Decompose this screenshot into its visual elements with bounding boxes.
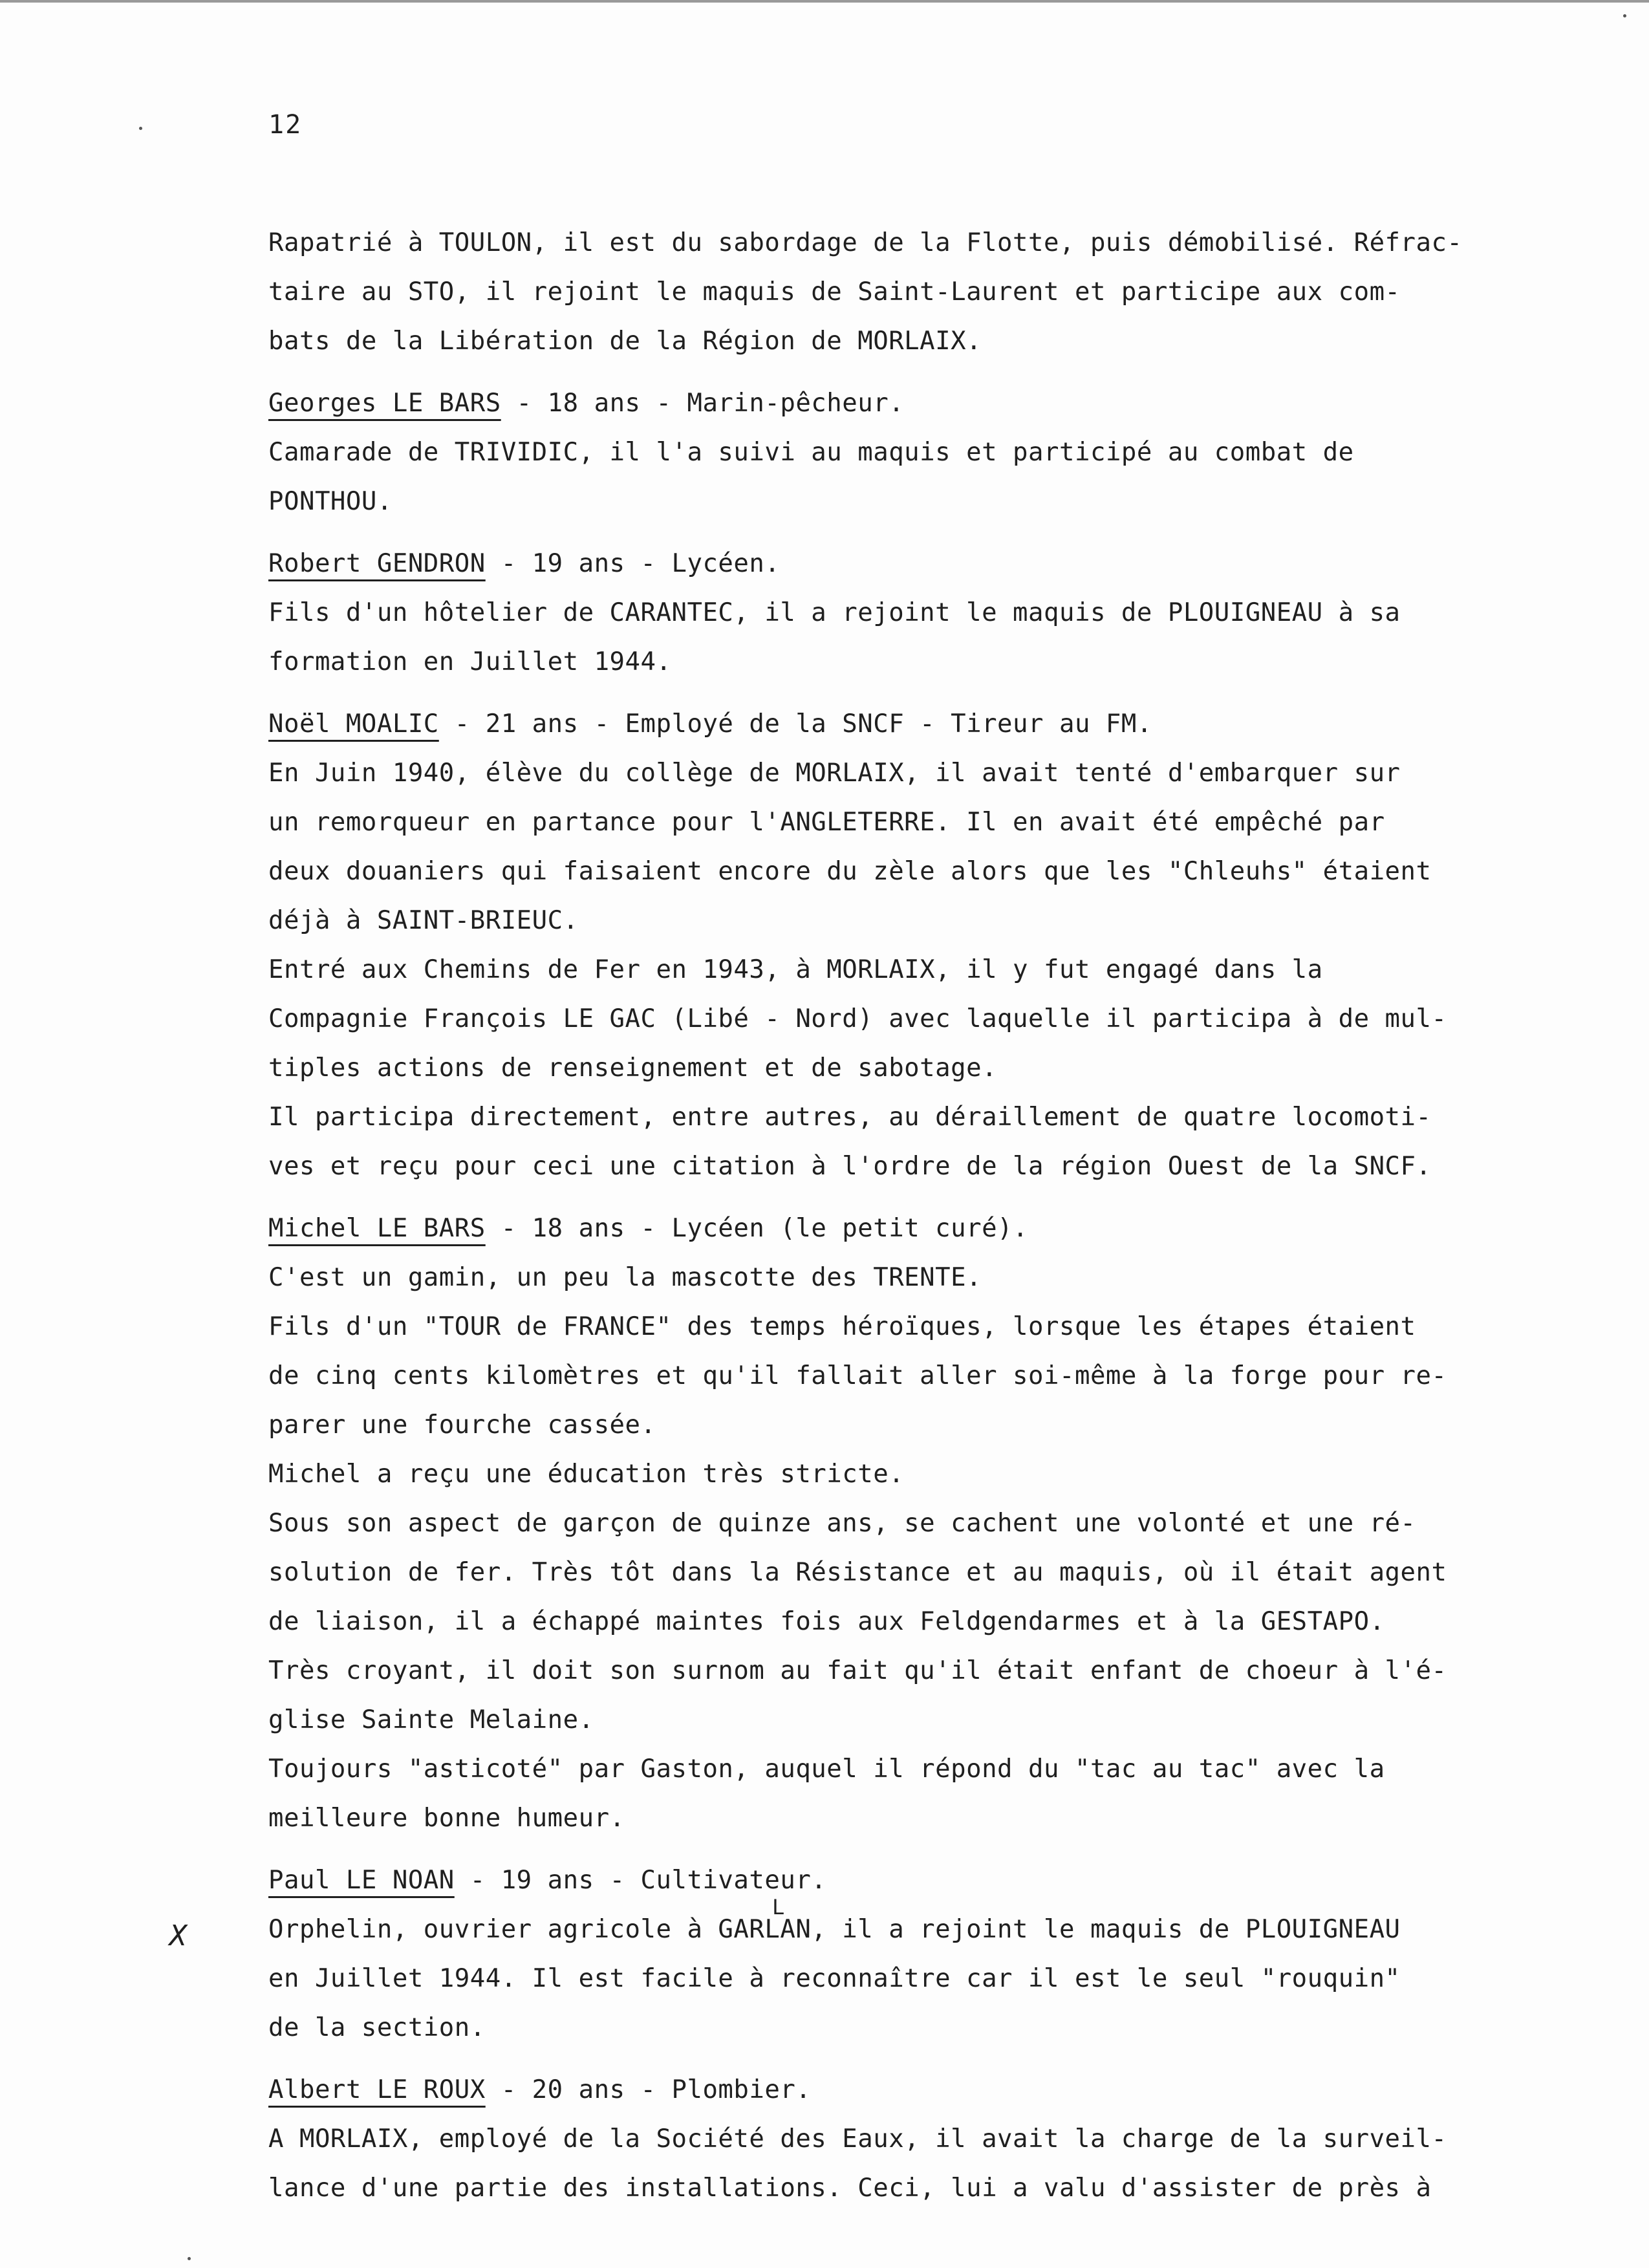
text-line: A MORLAIX, employé de la Société des Eaux, il avait la charge de la surveil- (268, 2124, 1447, 2154)
text-line: Fils d'un hôtelier de CARANTEC, il a rejoint le maquis de PLOUIGNEAU à sa (268, 598, 1401, 627)
intro-paragraph (268, 219, 1529, 366)
text-line: Compagnie François LE GAC (Libé - Nord) avec laquelle il participa à de mul- (268, 1004, 1447, 1033)
text-line: solution de fer. Très tôt dans la Résistance et au maquis, où il était agent (268, 1558, 1447, 1587)
entry-heading (268, 700, 1529, 749)
text-line: glise Sainte Melaine. (268, 1705, 594, 1734)
document-body (268, 219, 1529, 2213)
text-line: Sous son aspect de garçon de quinze ans, se cachent une volonté et une ré- (268, 1509, 1416, 1538)
entry-heading (268, 1856, 1529, 1905)
entry-name: Noël MOALIC (268, 709, 439, 739)
text-line: PONTHOU. (268, 487, 393, 516)
entry-name: Robert GENDRON (268, 549, 486, 578)
text-line: Toujours "asticoté" par Gaston, auquel il répond du "tac au tac" avec la (268, 1755, 1385, 1784)
text-line: meilleure bonne humeur. (268, 1804, 625, 1833)
text-line: Il participa directement, entre autres, au déraillement de quatre locomoti- (268, 1103, 1432, 1132)
entry-name: Paul LE NOAN (268, 1866, 455, 1895)
entry-details: - 19 ans - Lycéen. (485, 549, 781, 578)
text-line: bats de la Libération de la Région de MORLAIX. (268, 327, 982, 356)
text-line: Rapatrié à TOULON, il est du sabordage de la Flotte, puis démobilisé. Réfrac- (268, 228, 1463, 257)
entry-name: Albert LE ROUX (268, 2075, 486, 2104)
page-number: 12 (268, 110, 303, 140)
text-line: Camarade de TRIVIDIC, il l'a suivi au maquis et participé au combat de (268, 438, 1354, 467)
text-line: parer une fourche cassée. (268, 1410, 656, 1440)
entry-albert-le-roux (268, 2066, 1529, 2213)
entry-details: - 18 ans - Lycéen (le petit curé). (485, 1214, 1029, 1243)
text-line: un remorqueur en partance pour l'ANGLETERRE. Il en avait été empêché par (268, 808, 1385, 837)
entry-heading (268, 2066, 1529, 2115)
entry-details: - 20 ans - Plombier. (485, 2075, 812, 2104)
handwritten-margin-mark: X (169, 1919, 187, 1952)
handwritten-insert-mark: L (772, 1895, 785, 1919)
entry-michel-le-bars (268, 1204, 1529, 1843)
text-line: ves et reçu pour ceci une citation à l'ordre de la région Ouest de la SNCF. (268, 1152, 1432, 1181)
page-top-edge (0, 0, 1649, 3)
entry-noel-moalic (268, 700, 1529, 1191)
text-line: C'est un gamin, un peu la mascotte des TRENTE. (268, 1263, 982, 1292)
entry-details: - 19 ans - Cultivateur. (454, 1866, 827, 1895)
entry-details: - 21 ans - Employé de la SNCF - Tireur au FM. (438, 709, 1152, 739)
text-line: Michel a reçu une éducation très stricte. (268, 1460, 905, 1489)
text-line: Très croyant, il doit son surnom au fait qu'il était enfant de choeur à l'é- (268, 1656, 1447, 1685)
text-line: deux douaniers qui faisaient encore du zèle alors que les "Chleuhs" étaient (268, 857, 1432, 886)
text-line: taire au STO, il rejoint le maquis de Saint-Laurent et participe aux com- (268, 277, 1401, 307)
text-line: tiples actions de renseignement et de sabotage. (268, 1053, 998, 1083)
text-line: En Juin 1940, élève du collège de MORLAIX, il avait tenté d'embarquer sur (268, 759, 1401, 788)
text-line: Entré aux Chemins de Fer en 1943, à MORLAIX, il y fut engagé dans la (268, 955, 1323, 984)
entry-heading (268, 379, 1529, 428)
entry-name: Michel LE BARS (268, 1214, 486, 1243)
text-line: de la section. (268, 2013, 486, 2042)
speck (1623, 14, 1626, 17)
speck (139, 127, 142, 130)
entry-paul-le-noan (268, 1856, 1529, 2053)
text-line: de cinq cents kilomètres et qu'il fallait aller soi-même à la forge pour re- (268, 1361, 1447, 1390)
entry-heading (268, 1204, 1529, 1253)
text-line: lance d'une partie des installations. Ceci, lui a valu d'assister de près à (268, 2174, 1432, 2203)
text-line: déjà à SAINT-BRIEUC. (268, 906, 579, 935)
text-line: Orphelin, ouvrier agricole à GARLAN, il a rejoint le maquis de PLOUIGNEAU (268, 1915, 1401, 1944)
text-line: Fils d'un "TOUR de FRANCE" des temps héroïques, lorsque les étapes étaient (268, 1312, 1416, 1341)
speck (188, 2257, 191, 2260)
entry-robert-gendron (268, 539, 1529, 687)
entry-name: Georges LE BARS (268, 389, 501, 418)
text-line: en Juillet 1944. Il est facile à reconnaître car il est le seul "rouquin" (268, 1964, 1401, 1993)
text-line: formation en Juillet 1944. (268, 647, 672, 676)
entry-details: - 18 ans - Marin-pêcheur. (501, 389, 905, 418)
text-line: de liaison, il a échappé maintes fois aux Feldgendarmes et à la GESTAPO. (268, 1607, 1385, 1636)
entry-heading (268, 539, 1529, 589)
entry-georges-le-bars (268, 379, 1529, 526)
